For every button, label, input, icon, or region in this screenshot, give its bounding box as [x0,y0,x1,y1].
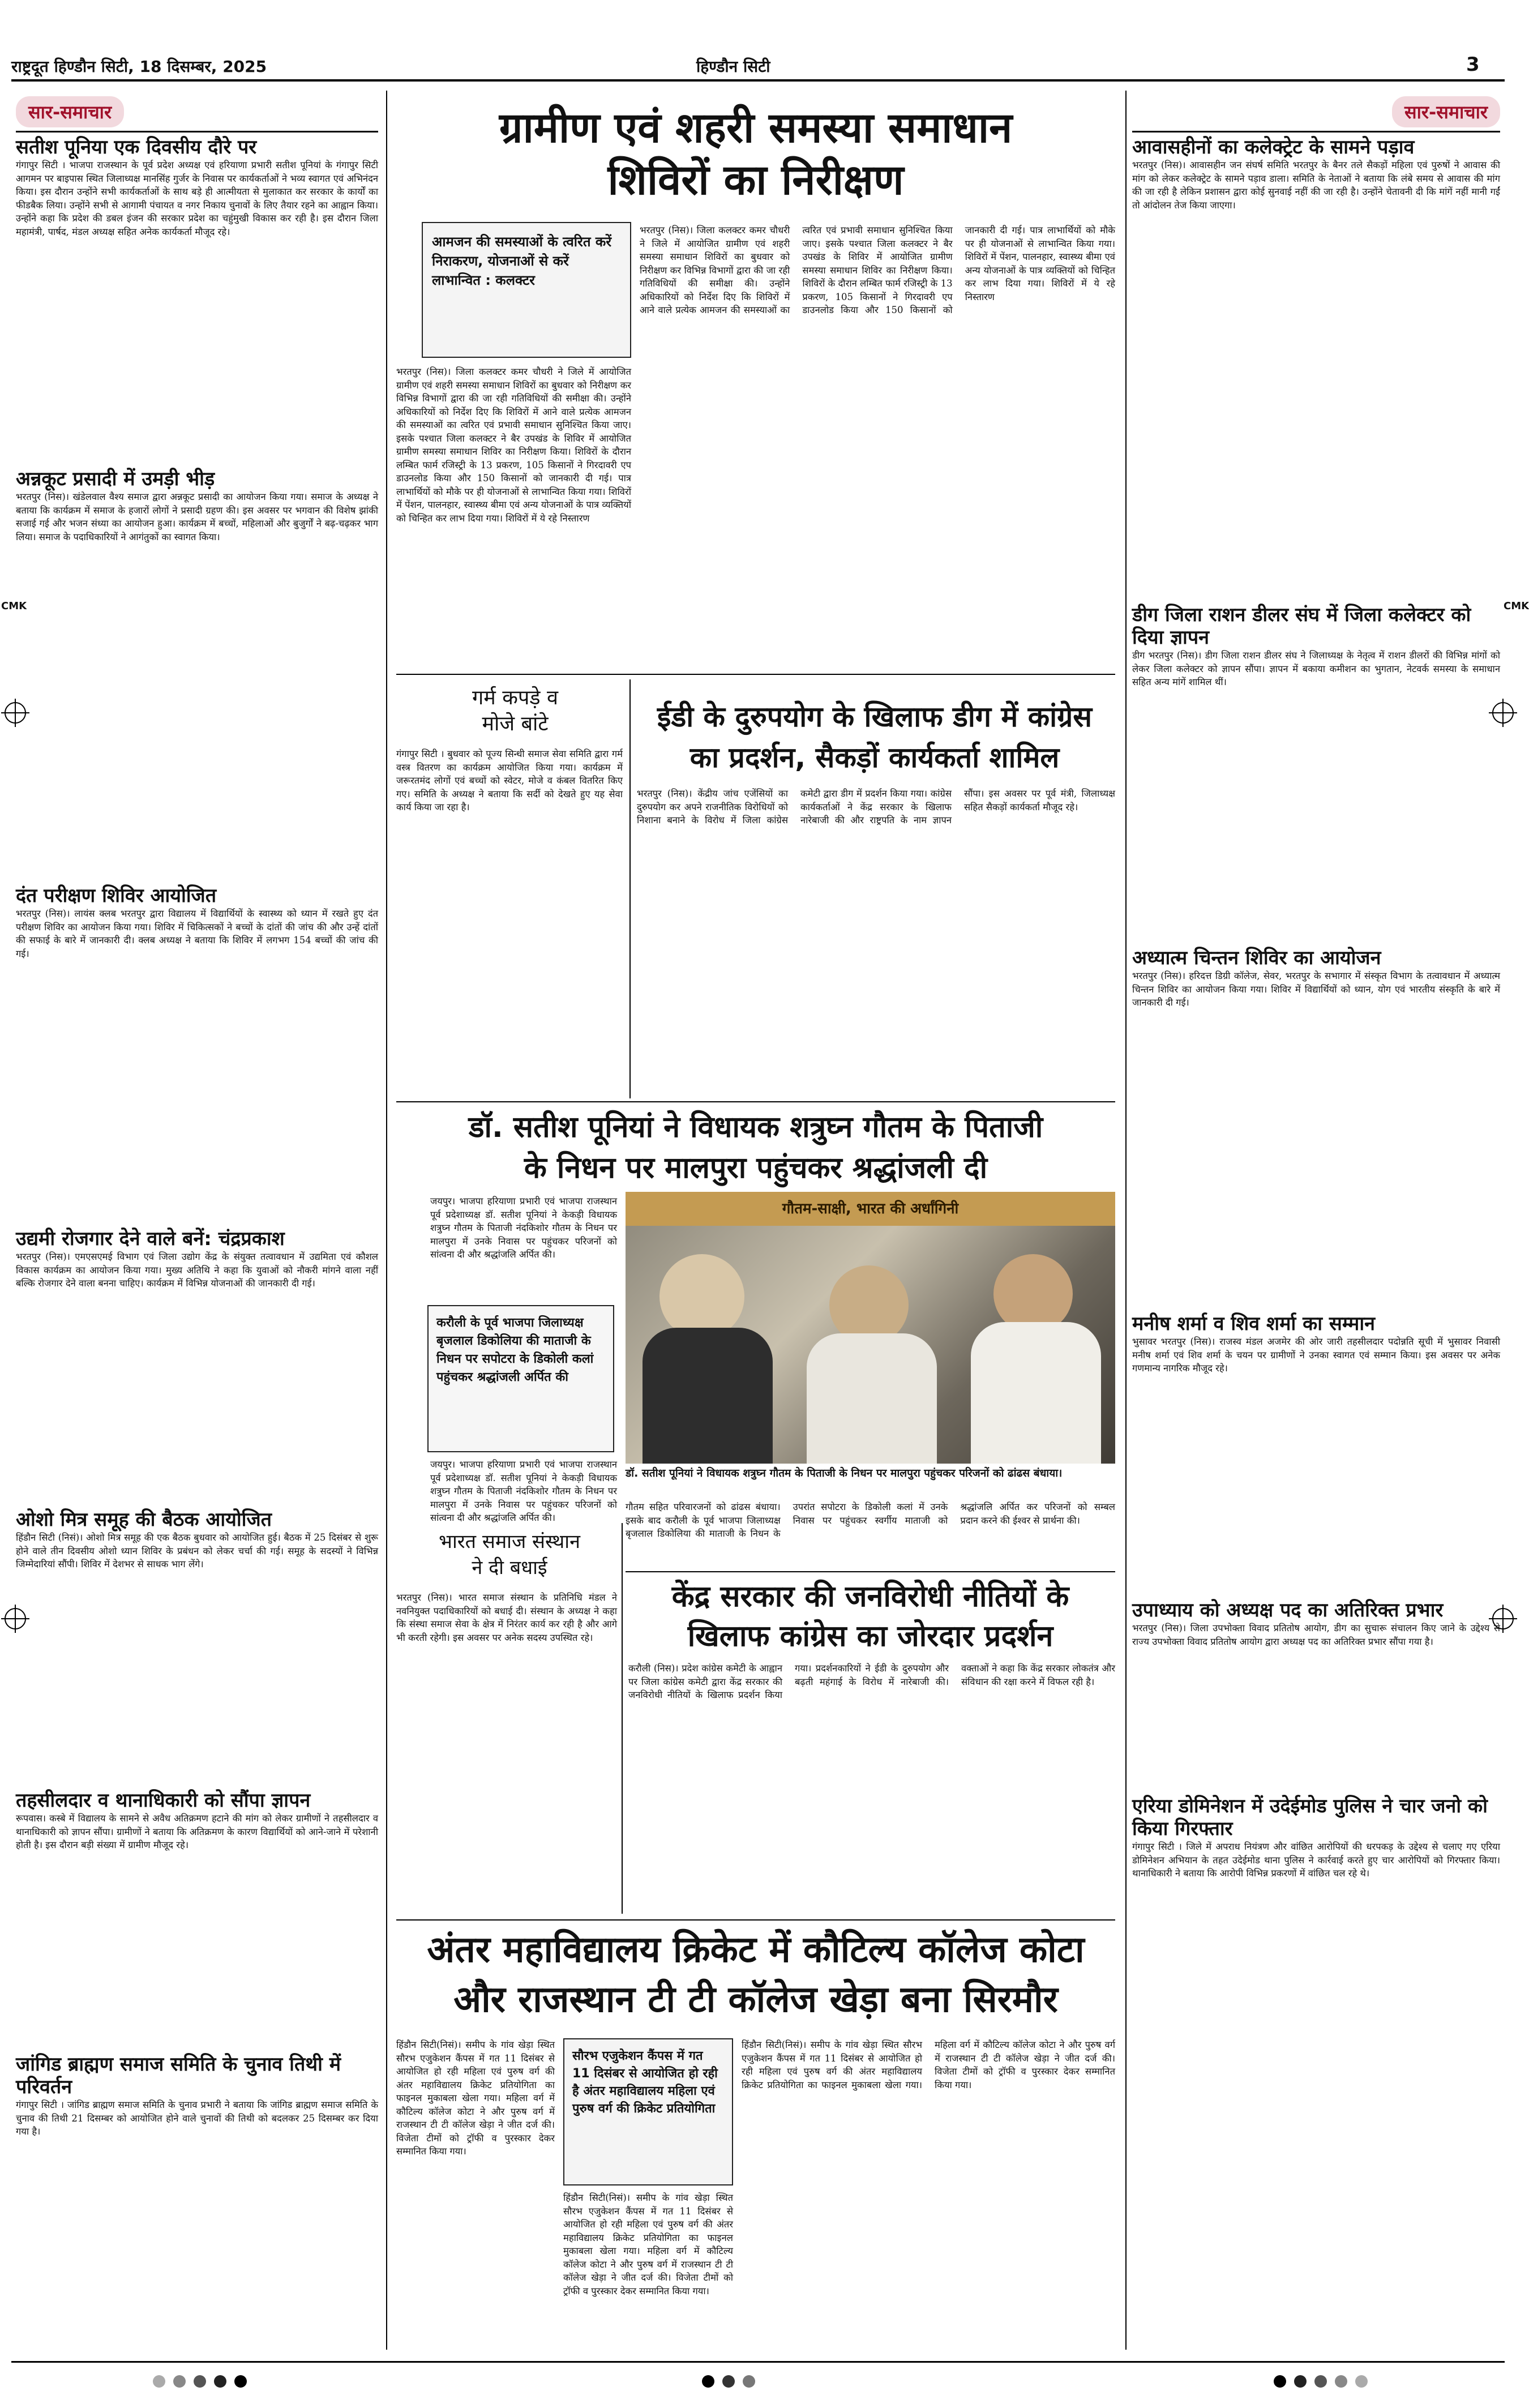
right-item-body: गंगापुर सिटी । जिले में अपराध नियंत्रण और वांछित आरोपियों की धरपकड़ के उद्देश्य से चलाए गए एरिया डोमिनेशन अभियान के तहत उदेईमोड थाना पुलिस ने कार्रवाई करते हुए चार आरोपियों को गिरफ्तार किया। थानाधिकारी ने बताया कि आरोपी विभिन्न प्रकरणों में वांछित चल रहे थे। [1132,1841,1500,1879]
bharat-samaj-title [408,1529,611,1581]
tribute-box-text: करौली के पूर्व भाजपा जिलाध्यक्ष बृजलाल डिकोलिया की माताजी के निधन पर सपोटरा के डिकोली कलां पहुंचकर श्रद्धांजली अर्पित की [436,1316,594,1384]
congress-body: करौली (निस)। प्रदेश कांग्रेस कमेटी के आह्वान पर जिला कांग्रेस कमेटी द्वारा केंद्र सरकार की जनविरोधी नीतियों के खिलाफ प्रदर्शन किया गया। प्रदर्शनकारियों ने ईडी के दुरुपयोग और बढ़ती महंगाई के विरोध में नारेबाजी की। वक्ताओं ने कहा कि केंद्र सरकार लोकतंत्र और संविधान की रक्षा करने में विफल रही है। [628,1663,1115,1700]
footer-rule [11,2361,1505,2363]
color-bar-center [702,2375,763,2390]
person-figure [643,1328,773,1464]
tribute-photo-banner: गौतम-साक्षी, भारत की अर्धांगिनी [626,1192,1115,1226]
congress-headline-line2: खिलाफ कांग्रेस का जोरदार प्रदर्शन [687,1619,1053,1653]
left-item-body: भरतपुर (निस)। लायंस क्लब भरतपुर द्वारा विद्यालय में विद्यार्थियों के स्वास्थ्य को ध्यान में रखते हुए दंत परीक्षण शिविर का आयोजन किया गया। शिविर में चिकित्सकों ने बच्चों के दांतों की जांच की और उन्हें दांतों की सफाई के बारे में जानकारी दी। क्लब अध्यक्ष ने बताया कि शिविर में लगभग 154 बच्चों की जांच की गई। [16,908,378,959]
masthead-rule [11,79,1505,82]
left-item-title: दंत परीक्षण शिविर आयोजित [16,884,217,907]
story-divider [396,674,1115,675]
tribute-headline [396,1107,1115,1188]
cricket-box-text: सौरभ एजुकेशन कैंपस में गत 11 दिसंबर से आयोजित हो रही है अंतर महाविद्यालय महिला एवं पुरुष वर्ग की क्रिकेट प्रतियोगिता [572,2049,718,2116]
cricket-headline [396,1925,1115,2025]
right-item-title: आवासहीनों का कलेक्ट्रेट के सामने पड़ाव [1132,136,1415,159]
lead-headline-line2: शिविरों का निरीक्षण [607,156,904,204]
bharat-samaj-title-line2: ने दी बधाई [472,1556,547,1579]
right-item-title: मनीष शर्मा व शिव शर्मा का सम्मान [1132,1312,1376,1335]
short-story-title-line2: मोजे बांटे [482,712,549,735]
tribute-photo [626,1192,1115,1464]
right-item-body: भरतपुर (निस)। आवासहीन जन संघर्ष समिति भरतपुर के बैनर तले सैकड़ों महिला एवं पुरुषों ने आवास की मांग को लेकर कलेक्ट्रेट के सामने पड़ाव डाला। समिति के नेताओं ने बताया कि लंबे समय से आवास की मांग की जा रही है लेकिन प्रशासन द्वारा कोई सुनवाई नहीं की जा रही है। उन्होंने चेतावनी दी कि मांगें नहीं मानी गईं तो आंदोलन तेज किया जाएगा। [1132,160,1500,211]
cricket-body-cols: हिंडौन सिटी(निसं)। समीप के गांव खेड़ा स्थित सौरभ एजुकेशन कैंपस में गत 11 दिसंबर से आयोजित हो रही महिला एवं पुरुष वर्ग की अंतर महाविद्यालय क्रिकेट प्रतियोगिता का फाइनल मुकाबला खेला गया। महिला वर्ग में कौटिल्य कॉलेज कोटा ने और पुरुष वर्ग में राजस्थान टी टी कॉलेज खेड़ा ने जीत दर्ज की। विजेता टीमों को ट्रॉफी व पुरस्कार देकर सम्मानित किया गया। [742,2039,1115,2090]
left-item-body: गंगापुर सिटी । जांगिड ब्राह्मण समाज समिति के चुनाव प्रभारी ने बताया कि जांगिड ब्राह्मण समाज समिति के चुनाव की तिथी 21 दिसम्बर को आयोजित होने वाले चुनावों की तिथी को बदलकर 25 दिसम्बर कर दिया गया है। [16,2099,378,2137]
page-number: 3 [1466,53,1480,76]
left-item-title: सतीश पूनिया एक दिवसीय दौरे पर [16,136,257,159]
lead-pull-quote: आमजन की समस्याओं के त्वरित करें निराकरण, योजनाओं से करें लाभान्वित : कलक्टर [432,234,612,288]
left-item-body: गंगापुर सिटी । भाजपा राजस्थान के पूर्व प्रदेश अध्यक्ष एवं हरियाणा प्रभारी सतीश पूनियां के गंगापुर सिटी आगमन पर बाइपास स्थित जिलाध्यक्ष मानसिंह गुर्जर के निवास पर कार्यकर्ताओं ने भव्य स्वागत एवं अभिनंदन किया। इस दौरान उन्होंने सभी कार्यकर्ताओं के साथ बड़े ही आत्मीयता से मुलाकात कर सरकार के कार्यों का फीडबैक लिया। उन्होंने सभी से आगामी पंचायत व नगर निकाय चुनावों के लिए तैयार रहने का आह्वान किया। उन्होंने कहा कि प्रदेश की डबल इंजन की सरकार प्रदेश का चहुंमुखी विकास कर रही है। इस दौरान जिला महामंत्री, पार्षद, मंडल अध्यक्ष सहित अनेक कार्यकर्ता मौजूद रहे। [16,160,378,237]
left-item-body: भरतपुर (निस)। खंडेलवाल वैश्य समाज द्वारा अन्नकूट प्रसादी का आयोजन किया गया। समाज के अध्यक्ष ने बताया कि कार्यक्रम में समाज के हजारों लोगों ने प्रसादी ग्रहण की। इस अवसर पर भगवान की विशेष झांकी सजाई गई और भजन संध्या का आयोजन हुआ। कार्यक्रम में बच्चों, महिलाओं और बुजुर्गों ने बढ़-चढ़कर भाग लिया। समाज के पदाधिकारियों ने आगंतुकों का स्वागत किया। [16,491,378,542]
person-figure [993,1254,1073,1333]
masthead-date: राष्ट्रदूत हिण्डौन सिटी, 18 दिसम्बर, 2025 [11,57,267,76]
column-divider [629,679,631,1098]
tribute-headline-line1: डॉ. सतीश पूनियां ने विधायक शत्रुघ्न गौतम के पिताजी [468,1110,1043,1144]
section-label: सार-समाचार [1392,96,1500,127]
right-item-title: अध्यात्म चिन्तन शिविर का आयोजन [1132,947,1381,969]
left-item-title: ओशो मित्र समूह की बैठक आयोजित [16,1508,272,1531]
cricket-headline-line2: और राजस्थान टी टी कॉलेज खेड़ा बना सिरमौर [453,1979,1058,2021]
lead-pull-quote-box [422,222,631,358]
tribute-body: जयपुर। भाजपा हरियाणा प्रभारी एवं भाजपा राजस्थान पूर्व प्रदेशाध्यक्ष डॉ. सतीश पूनियां ने केकड़ी विधायक शत्रुघ्न गौतम के पिताजी नंदकिशोर गौतम के निधन पर मालपुरा में उनके निवास पर पहुंचकर परिजनों को सांत्वना दी और श्रद्धांजलि अर्पित की। [430,1196,617,1260]
lead-headline [396,102,1115,206]
ed-headline [634,696,1115,778]
tribute-tail: गौतम सहित परिवारजनों को ढांढस बंधाया। इसके बाद करौली के पूर्व भाजपा जिलाध्यक्ष बृजलाल डिकोलिया की माताजी के निधन के उपरांत सपोटरा के डिकोली कलां में उनके निवास पर पहुंचकर स्वर्गीय माताजी को श्रद्धांजलि अर्पित कर परिजनों को सम्बल प्रदान करने की ईश्वर से प्रार्थना की। [626,1502,1115,1539]
congress-headline-line1: केंद्र सरकार की जनविरोधी नीतियों के [671,1580,1069,1614]
person-figure [659,1254,744,1339]
color-bar-left [153,2375,255,2390]
ed-headline-line1: ईडी के दुरुपयोग के खिलाफ डीग में कांग्रेस [657,700,1093,733]
lead-headline-line1: ग्रामीण एवं शहरी समस्या समाधान [499,104,1013,152]
left-item-title: अन्नकूट प्रसादी में उमड़ी भीड़ [16,468,215,490]
right-item-body: भरतपुर (निस)। जिला उपभोक्ता विवाद प्रतितोष आयोग, डीग का सुचारू संचालन किए जाने के उद्देश्य से राज्य उपभोक्ता विवाद प्रतितोष आयोग द्वारा अध्यक्ष पद का अतिरिक्त प्रभार सौंपा गया है। [1132,1623,1500,1647]
column-divider [386,91,387,2350]
lead-body-continued: भरतपुर (निस)। जिला कलक्टर कमर चौधरी ने जिले में आयोजित ग्रामीण एवं शहरी समस्या समाधान शिविरों का बुधवार को निरीक्षण कर विभिन्न विभागों द्वारा की जा रही गतिविधियों की समीक्षा की। उन्होंने अधिकारियों को निर्देश दिए कि शिविरों में आने वाले प्रत्येक आमजन की समस्याओं का त्वरित एवं प्रभावी समाधान सुनिश्चित किया जाए। इसके पश्चात जिला कलक्टर ने बैर उपखंड के शिविर में आयोजित ग्रामीण समस्या समाधान शिविर का निरीक्षण किया। शिविरों के दौरान लम्बित फार्म रजिस्ट्री के 13 प्रकरण, 105 किसानों ने गिरदावरी एप डाउनलोड किया और 150 किसानों को जानकारी दी गई। पात्र लाभार्थियों को मौके पर ही योजनाओं से लाभान्वित किया गया। शिविरों में पेंशन, पालनहार, स्वास्थ्य बीमा एवं अन्य योजनाओं के पात्र व्यक्तियों को चिन्हित कर लाभ दिया गया। शिविरों में ये रहे निस्तारण [396,366,631,524]
cricket-box [563,2038,733,2185]
right-item-title: एरिया डोमिनेशन में उदेईमोड पुलिस ने चार जनो को किया गिरफ्तार [1132,1795,1488,1840]
right-item-body: भरतपुर (निस)। हरिदत्त डिग्री कॉलेज, सेवर, भरतपुर के सभागार में संस्कृत विभाग के तत्वावधान में अध्यात्म चिन्तन शिविर का आयोजन किया गया। शिविर में विद्यार्थियों को ध्यान, योग एवं भारतीय संस्कृति के बारे में जानकारी दी गई। [1132,970,1500,1008]
story-divider [626,1571,1115,1572]
congress-headline [626,1577,1115,1656]
tribute-box [427,1305,614,1452]
ed-body: भरतपुर (निस)। केंद्रीय जांच एजेंसियों का दुरुपयोग कर अपने राजनीतिक विरोधियों को निशाना बनाने के विरोध में जिला कांग्रेस कमेटी द्वारा डीग में प्रदर्शन किया गया। कांग्रेस कार्यकर्ताओं ने केंद्र सरकार के खिलाफ नारेबाजी की और राष्ट्रपति के नाम ज्ञापन सौंपा। इस अवसर पर पूर्व मंत्री, जिलाध्यक्ष सहित सैकड़ों कार्यकर्ता मौजूद रहे। [637,788,1115,826]
lead-body: भरतपुर (निस)। जिला कलक्टर कमर चौधरी ने जिले में आयोजित ग्रामीण एवं शहरी समस्या समाधान शिविरों का बुधवार को निरीक्षण कर विभिन्न विभागों द्वारा की जा रही गतिविधियों की समीक्षा की। उन्होंने अधिकारियों को निर्देश दिए कि शिविरों में आने वाले प्रत्येक आमजन की समस्याओं का त्वरित एवं प्रभावी समाधान सुनिश्चित किया जाए। इसके पश्चात जिला कलक्टर ने बैर उपखंड के शिविर में आयोजित ग्रामीण समस्या समाधान शिविर का निरीक्षण किया। शिविरों के दौरान लम्बित फार्म रजिस्ट्री के 13 प्रकरण, 105 किसानों ने गिरदावरी एप डाउनलोड किया और 150 किसानों को जानकारी दी गई। पात्र लाभार्थियों को मौके पर ही योजनाओं से लाभान्वित किया गया। शिविरों में पेंशन, पालनहार, स्वास्थ्य बीमा एवं अन्य योजनाओं के पात्र व्यक्तियों को चिन्हित कर लाभ दिया गया। शिविरों में ये रहे निस्तारण [640,225,1115,315]
person-figure [807,1333,937,1464]
section-label: सार-समाचार [16,96,124,127]
tribute-headline-line2: के निधन पर मालपुरा पहुंचकर श्रद्धांजली दी [524,1151,988,1185]
story-divider [396,1101,1115,1102]
right-item-body: भुसावर भरतपुर (निस)। राजस्व मंडल अजमेर की ओर जारी तहसीलदार पदोन्नति सूची में भुसावर निवासी मनीष शर्मा एवं शिव शर्मा के चयन पर ग्रामीणों ने उनका स्वागत एवं सम्मान किया। इस अवसर पर अनेक गणमान्य नागरिक मौजूद रहे। [1132,1336,1500,1374]
crop-mark-left: CMK [1,600,27,612]
bharat-samaj-body: भरतपुर (निस)। भारत समाज संस्थान के प्रतिनिधि मंडल ने नवनियुक्त पदाधिकारियों को बधाई दी। संस्थान के अध्यक्ष ने कहा कि संस्था समाज सेवा के क्षेत्र में निरंतर कार्य कर रही है और आगे भी करती रहेगी। इस अवसर पर अनेक सदस्य उपस्थित रहे। [396,1592,617,1643]
short-story-title [419,685,611,737]
cricket-body-cont: हिंडौन सिटी(निसं)। समीप के गांव खेड़ा स्थित सौरभ एजुकेशन कैंपस में गत 11 दिसंबर से आयोजित हो रही महिला एवं पुरुष वर्ग की अंतर महाविद्यालय क्रिकेट प्रतियोगिता का फाइनल मुकाबला खेला गया। महिला वर्ग में कौटिल्य कॉलेज कोटा ने और पुरुष वर्ग में राजस्थान टी टी कॉलेज खेड़ा ने जीत दर्ज की। विजेता टीमों को ट्रॉफी व पुरस्कार देकर सम्मानित किया गया। [563,2192,733,2296]
left-column [16,96,378,2355]
tribute-body-cont: जयपुर। भाजपा हरियाणा प्रभारी एवं भाजपा राजस्थान पूर्व प्रदेशाध्यक्ष डॉ. सतीश पूनियां ने केकड़ी विधायक शत्रुघ्न गौतम के पिताजी नंदकिशोर गौतम के निधन पर मालपुरा में उनके निवास पर पहुंचकर परिजनों को सांत्वना दी और श्रद्धांजलि अर्पित की। [430,1459,617,1523]
left-item-title: तहसीलदार व थानाधिकारी को सौंपा ज्ञापन [16,1789,311,1812]
short-story-title-line1: गर्म कपड़े व [472,686,559,709]
tribute-photo-caption: डॉ. सतीश पूनियां ने विधायक शत्रुघ्न गौतम के पिताजी के निधन पर मालपुरा पहुंचकर परिजनों को ढांढस बंधाया। [626,1467,1063,1479]
left-item-title: जांगिड ब्राह्मण समाज समिति के चुनाव तिथी में परिवर्तन [16,2053,341,2098]
left-item-body: हिंडौन सिटी (निसं)। ओशो मित्र समूह की एक बैठक बुधवार को आयोजित हुई। बैठक में 25 दिसंबर से शुरू होने वाले तीन दिवसीय ओशो ध्यान शिविर के प्रबंधन को लेकर चर्चा की गई। समूह के सदस्यों ने विभिन्न जिम्मेदारियां सौंपी। शिविर में देशभर से साधक भाग लेंगे। [16,1532,378,1569]
person-figure [829,1265,909,1345]
left-item-body: रूपवास। कस्बे में विद्यालय के सामने से अवैध अतिक्रमण हटाने की मांग को लेकर ग्रामीणों ने तहसीलदार व थानाधिकारी को ज्ञापन सौंपा। ग्रामीणों ने बताया कि अतिक्रमण के कारण विद्यार्थियों को आने-जाने में परेशानी होती है। इस दौरान बड़ी संख्या में ग्रामीण मौजूद रहे। [16,1813,378,1850]
bharat-samaj-title-line1: भारत समाज संस्थान [439,1530,580,1553]
right-column [1132,96,1500,2355]
person-figure [971,1322,1101,1464]
masthead-city: हिण्डौन सिटी [696,57,770,76]
crop-mark-right: CMK [1504,600,1529,612]
color-bar-right [1274,2375,1376,2390]
right-item-body: डीग भरतपुर (निस)। डीग जिला राशन डीलर संघ ने जिलाध्यक्ष के नेतृत्व में राशन डीलरों की विभिन्न मांगों को लेकर जिला कलेक्टर को ज्ञापन सौंपा। ज्ञापन में बकाया कमीशन का भुगतान, नेटवर्क समस्या के समाधान सहित अन्य मांगें शामिल थीं। [1132,650,1500,687]
short-story-body: गंगापुर सिटी । बुधवार को पूज्य सिन्धी समाज सेवा समिति द्वारा गर्म वस्त्र वितरण का कार्यक्रम आयोजित किया गया। कार्यक्रम में जरूरतमंद लोगों एवं बच्चों को स्वेटर, मोजे व कंबल वितरित किए गए। समिति के अध्यक्ष ने बताया कि सर्दी को देखते हुए यह सेवा कार्य किया जा रहा है। [396,749,623,812]
right-item-title: उपाध्याय को अध्यक्ष पद का अतिरिक्त प्रभार [1132,1599,1444,1622]
cricket-body: हिंडौन सिटी(निसं)। समीप के गांव खेड़ा स्थित सौरभ एजुकेशन कैंपस में गत 11 दिसंबर से आयोजित हो रही महिला एवं पुरुष वर्ग की अंतर महाविद्यालय क्रिकेट प्रतियोगिता का फाइनल मुकाबला खेला गया। महिला वर्ग में कौटिल्य कॉलेज कोटा ने और पुरुष वर्ग में राजस्थान टी टी कॉलेज खेड़ा ने जीत दर्ज की। विजेता टीमों को ट्रॉफी व पुरस्कार देकर सम्मानित किया गया। [396,2039,555,2157]
ed-headline-line2: का प्रदर्शन, सैकड़ों कार्यकर्ता शामिल [689,741,1060,774]
story-divider [396,1919,1115,1921]
column-divider [622,1523,623,1914]
cricket-headline-line1: अंतर महाविद्यालय क्रिकेट में कौटिल्य कॉलेज कोटा [427,1929,1085,1971]
column-divider [1125,91,1127,2350]
left-item-title: उद्यमी रोजगार देने वाले बनें: चंद्रप्रकाश [16,1227,285,1250]
right-item-title: डीग जिला राशन डीलर संघ में जिला कलेक्टर को दिया ज्ञापन [1132,604,1471,649]
left-item-body: भरतपुर (निस)। एमएसएमई विभाग एवं जिला उद्योग केंद्र के संयुक्त तत्वावधान में उद्यमिता एवं कौशल विकास कार्यक्रम का आयोजन किया गया। मुख्य अतिथि ने कहा कि युवाओं को नौकरी मांगने वाला नहीं बल्कि रोजगार देने वाला बनना चाहिए। कार्यक्रम में विभिन्न योजनाओं की जानकारी दी गई। [16,1251,378,1289]
